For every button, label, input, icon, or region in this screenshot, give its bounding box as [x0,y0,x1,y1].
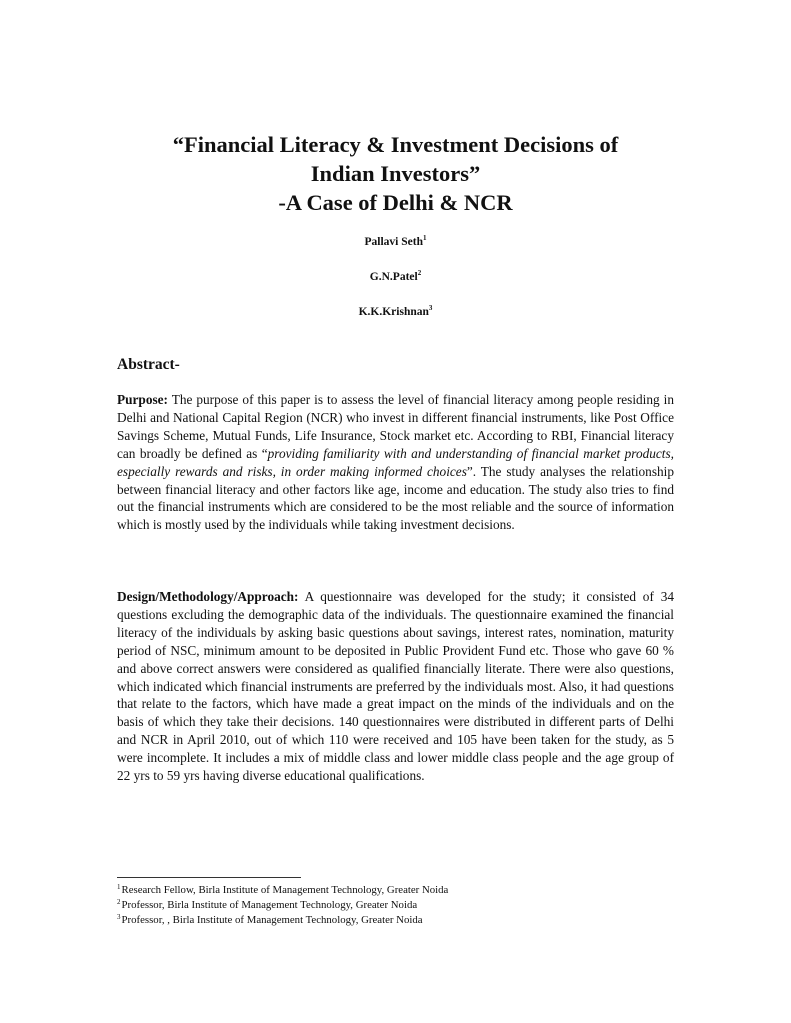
author-footnote-mark: 3 [428,304,433,312]
author-3 [200,306,591,318]
rbi-definition-quote: providing familiarity with and understanding of financial market products, especially rewards and risks, in order making informed choices [117,445,674,479]
author-name: Pallavi Seth [364,236,423,248]
purpose-text-after: ”. The study analyses the relationship between financial literacy and other factors like age, income and education. The study also tries to find out the financial instruments which are considered to be the most reliable and the source of information which is mostly used by the individuals while taking investment decisions. [117,463,674,533]
footnote-mark: 3 [117,913,121,921]
author-footnote-mark: 2 [417,269,422,277]
design-paragraph [117,588,674,785]
design-label: Design/Methodology/Approach: [117,589,299,604]
footnote-text: Professor, , Birla Institute of Management Technology, Greater Noida [121,914,423,926]
footnote-divider [117,877,301,878]
author-name: G.N.Patel [369,271,418,283]
author-name: K.K.Krishnan [358,306,429,318]
footnote-mark: 1 [117,883,121,891]
design-text: A questionnaire was developed for the study; it consisted of 34 questions excluding the demographic data of the individuals. The questionnaire examined the financial literacy of the individuals by asking basic questions about savings, interest rates, nomination, maturity period of NSC, minimum amount to be deposited in Public Provident Fund etc. Those who gave 60 % and above correct answers were considered as qualified financially literate. There were also questions, which indicated which financial instruments are preferred by the individuals most. Also, it had questions that relate to the factors, which have made a great impact on the minds of the individuals and on the basis of which they take their decisions. 140 questionnaires were distributed in different parts of Delhi and NCR in April 2010, out of which 110 were received and 105 have been taken for the study, as 5 were incomplete. It includes a mix of middle class and lower middle class people and the age group of 22 yrs to 59 yrs having diverse educational qualifications. [117,589,674,784]
purpose-paragraph [117,391,674,534]
footnote-text: Research Fellow, Birla Institute of Management Technology, Greater Noida [121,884,449,896]
footnote-mark: 2 [117,898,121,906]
footnote-3 [117,914,423,927]
abstract-heading: Abstract- [117,356,180,373]
purpose-text-before: The purpose of this paper is to assess the level of financial literacy among people residing in Delhi and National Capital Region (NCR) who invest in different financial instruments, like Post Office Savings Scheme, Mutual Funds, Life Insurance, Stock market etc. According to RBI, Financial literacy can broadly be defined as “ [117,392,674,461]
paper-title [100,130,691,217]
purpose-label: Purpose: [117,392,168,407]
author-footnote-mark: 1 [422,234,427,242]
title-line-3: -A Case of Delhi & NCR [278,190,513,215]
footnote-1 [117,884,448,897]
author-2 [200,271,591,283]
footnote-2 [117,899,417,912]
title-line-2: Indian Investors” [310,161,481,186]
author-1 [200,236,591,248]
footnote-text: Professor, Birla Institute of Management Technology, Greater Noida [121,899,418,911]
title-line-1: “Financial Literacy & Investment Decisions of [172,132,619,157]
